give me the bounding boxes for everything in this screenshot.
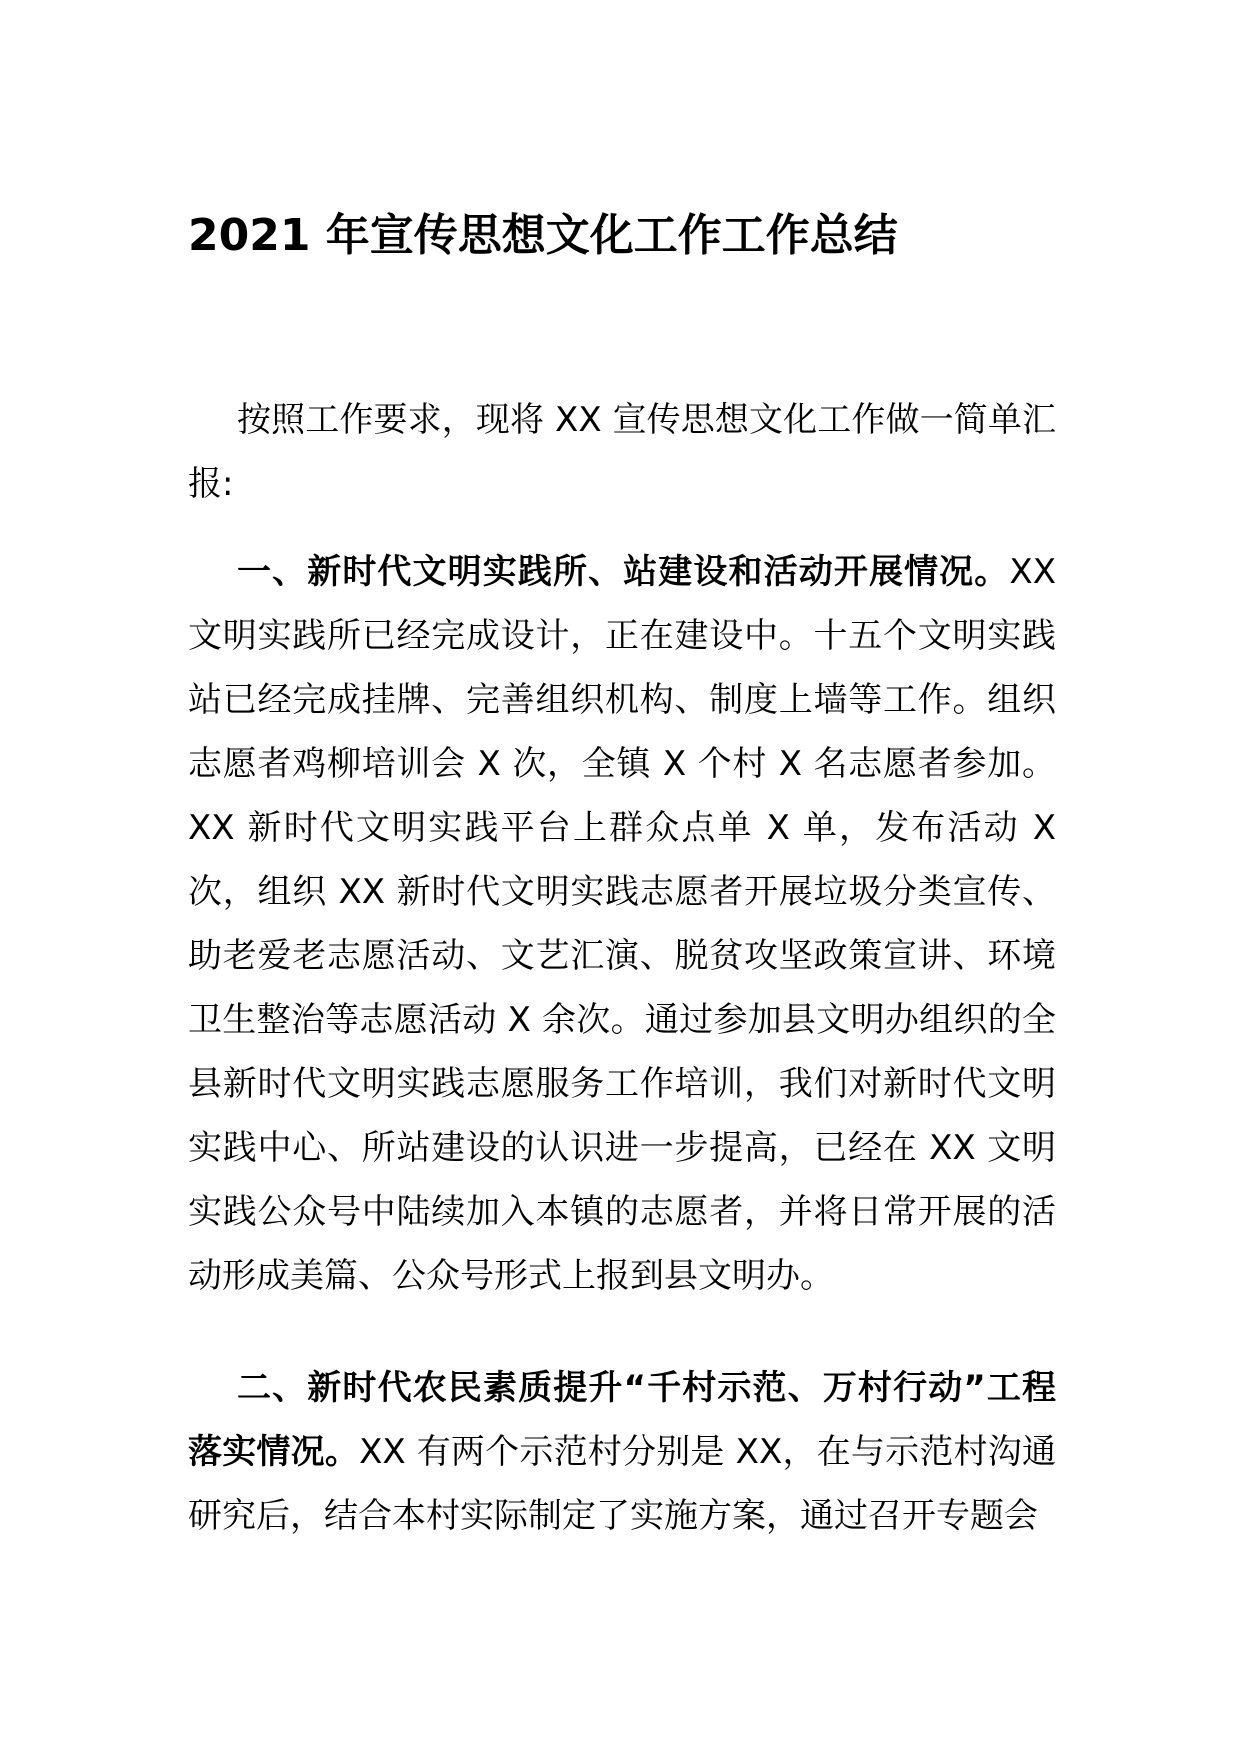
section-2-heading: 二、新时代农民素质提升“千村示范、万村行动”工程落实情况。 [188,1368,1056,1472]
section-2-body: XX 有两个示范村分别是 XX，在与示范村沟通研究后，结合本村实际制定了实施方案，通过召开专题会 [188,1432,1056,1536]
intro-paragraph: 按照工作要求，现将 XX 宣传思想文化工作做一简单汇报: [188,400,1056,504]
section-1-paragraph [188,540,1056,1308]
section-2-paragraph [188,1356,1056,1548]
section-1-heading: 一、新时代文明实践所、站建设和活动开展情况。 [237,552,1010,592]
document-title: 2021 年宣传思想文化工作工作总结 [188,210,898,261]
section-1-body: XX 文明实践所已经完成设计，正在建设中。十五个文明实践站已经完成挂牌、完善组织机构、制度上墙等工作。组织志愿者鸡柳培训会 X 次，全镇 X 个村 X 名志愿者参加。XX 新时代文明实践平台上群众点单 X 单，发布活动 X 次，组织 XX 新时代文明实践志愿者开展垃圾分类宣传、助老爱老志愿活动、文艺汇演、脱贫攻坚政策宣讲、环境卫生整治等志愿活动 X 余次。通过参加县文明办组织的全县新时代文明实践志愿服务工作培训，我们对新时代文明实践中心、所站建设的认识进一步提高，已经在 XX 文明实践公众号中陆续加入本镇的志愿者，并将日常开展的活动形成美篇、公众号形式上报到县文明办。 [188,552,1056,1296]
